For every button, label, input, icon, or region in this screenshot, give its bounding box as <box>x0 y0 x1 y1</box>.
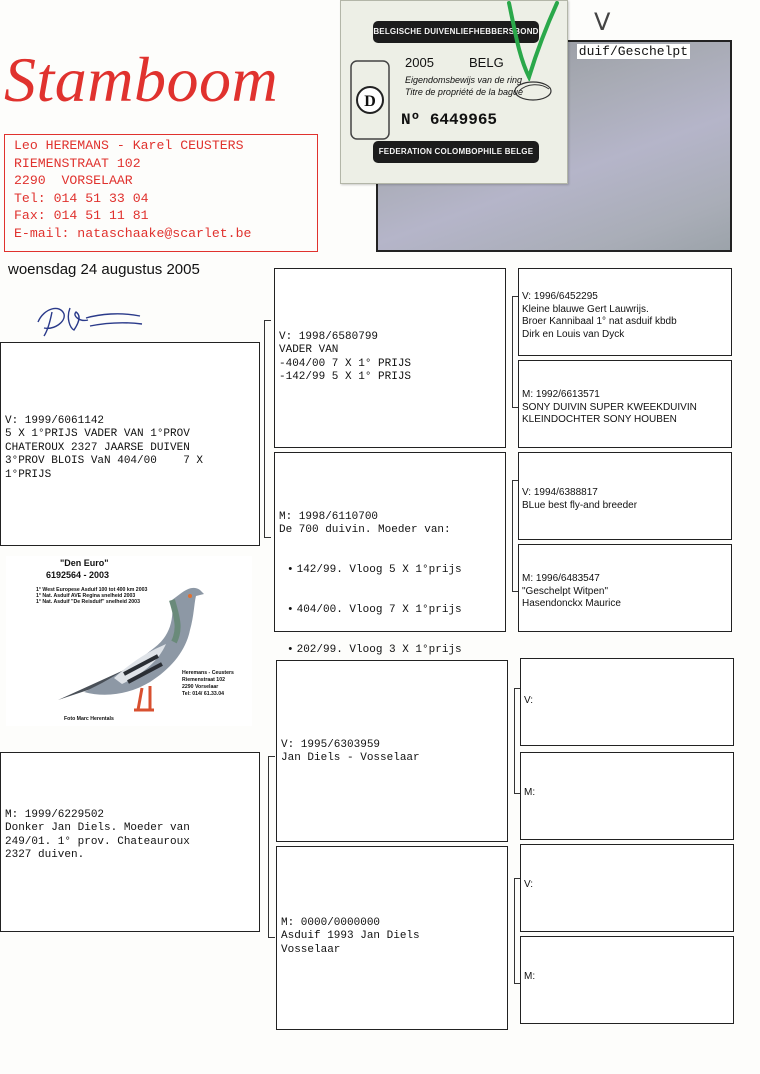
signature-icon <box>30 298 145 340</box>
gen3-3-text <box>522 487 637 512</box>
gen3-4-ring: M: 1996/6483547 <box>522 573 600 584</box>
ticket-logo-icon <box>347 55 393 145</box>
dam-dam-note-2: Vosselaar <box>281 943 341 956</box>
owner-phone: Tel: 014 51 33 04 <box>14 190 149 206</box>
sire-dam-result: • 142/99. Vloog 5 X 1°prijs <box>287 564 462 577</box>
pedigree-sire-box <box>0 342 260 546</box>
gen3-4-note-2: Hasendonckx Maurice <box>522 598 621 610</box>
pigeon-card-credit: Foto Marc Herentals <box>64 716 114 722</box>
owner-email: E-mail: nataschaake@scarlet.be <box>14 225 252 241</box>
dam-dam-note-1: Asduif 1993 Jan Diels <box>281 930 420 943</box>
gen3-5-text: V: <box>524 695 534 706</box>
pedigree-gen3-box-3 <box>518 452 732 540</box>
gen3-1-text <box>522 291 677 341</box>
sire-note-2: CHATEROUX 2327 JAARSE DUIVEN <box>5 441 190 454</box>
owner-info-box <box>4 134 318 252</box>
pedigree-gen3-box-7 <box>520 844 734 932</box>
gen3-4-note-1: "Geschelpt Witpen" <box>522 585 609 597</box>
owner-line-1: Leo HEREMANS - Karel CEUSTERS <box>14 138 244 153</box>
pigeon-image <box>54 560 214 722</box>
sire-dam-result: • 202/99. Vloog 3 X 1°prijs <box>287 644 462 657</box>
pigeon-card-owner-1: Heremans - Ceusters <box>182 670 234 676</box>
ticket-logo-letter: D <box>364 93 376 110</box>
sire-sire-ring: V: 1998/6580799 <box>279 331 379 343</box>
pedigree-sire-dam-box <box>274 452 506 657</box>
sire-sire-text <box>279 331 411 385</box>
pigeon-card-ring: 6192564 - 2003 <box>46 570 110 580</box>
pedigree-gen3-box-5 <box>520 658 734 746</box>
dam-dam-ring: M: 0000/0000000 <box>281 917 381 929</box>
ticket-caption-fr: Titre de propriété de la bague <box>405 87 523 97</box>
dam-note-3: 2327 duiven. <box>5 849 85 862</box>
gen3-8-text: M: <box>524 971 536 982</box>
dam-dam-text <box>281 917 420 957</box>
pigeon-card-name: "Den Euro" <box>60 558 109 568</box>
pedigree-gen3-box-1 <box>518 268 732 356</box>
ticket-year: 2005 <box>405 55 434 70</box>
sire-dam-note: De 700 duivin. Moeder van: <box>279 524 451 537</box>
print-date: woensdag 24 augustus 2005 <box>8 261 200 278</box>
pedigree-dam-dam-box <box>276 846 508 1030</box>
sire-dam-ring: M: 1998/6110700 <box>279 511 379 523</box>
sire-sire-note-2: -404/00 7 X 1° PRIJS <box>279 357 412 370</box>
owner-line-3: 2290 VORSELAAR <box>14 173 133 189</box>
sire-sire-note-3: -142/99 5 X 1° PRIJS <box>279 371 412 384</box>
dam-sire-ring: V: 1995/6303959 <box>281 739 381 751</box>
gen3-1-note-2: Broer Kannibaal 1° nat asduif kbdb <box>522 316 677 328</box>
ticket-bottom-banner: FEDERATION COLOMBOPHILE BELGE <box>373 141 539 163</box>
check-mark: V <box>594 8 611 36</box>
dam-note-1: Donker Jan Diels. Moeder van <box>5 822 190 835</box>
dam-sire-note: Jan Diels - Vosselaar <box>281 752 420 765</box>
gen3-7-text: V: <box>524 879 534 890</box>
gen3-1-ring: V: 1996/6452295 <box>522 291 598 302</box>
gen3-4-text <box>522 573 621 611</box>
pedigree-gen3-box-2 <box>518 360 732 448</box>
gen3-6-text: M: <box>524 787 536 798</box>
pedigree-dam-box <box>0 752 260 932</box>
ticket-number-value: 6449965 <box>429 111 498 129</box>
pigeon-card <box>6 556 252 726</box>
ticket-top-banner: BELGISCHE DUIVENLIEFHEBBERSBOND <box>373 21 539 43</box>
gen3-1-note-3: Dirk en Louis van Dyck <box>522 328 625 340</box>
sire-dam-result: • 404/00. Vloog 7 X 1°prijs <box>287 604 462 617</box>
owner-fax: Fax: 014 51 11 81 <box>14 208 149 224</box>
dam-text <box>5 809 190 863</box>
gen3-3-ring: V: 1994/6388817 <box>522 487 598 498</box>
sire-dam-text <box>279 511 451 538</box>
pigeon-card-result-1: 1° West Europese Asduif 100 tot 400 km 2003 <box>36 587 148 593</box>
pedigree-gen3-box-4 <box>518 544 732 632</box>
page-title: Stamboom <box>4 44 279 115</box>
pedigree-dam-sire-box <box>276 660 508 842</box>
sire-ring: V: 1999/6061142 <box>5 415 105 427</box>
gen3-2-note-1: SONY DUIVIN SUPER KWEEKDUIVIN <box>522 401 697 413</box>
gen3-3-note-1: BLue best fly-and breeder <box>522 499 638 511</box>
ticket-country: BELG <box>469 55 504 70</box>
dam-ring: M: 1999/6229502 <box>5 809 105 821</box>
sire-note-4: 1°PRIJS <box>5 468 52 481</box>
pigeon-card-owner-4: Tel: 014/ 61.33.04 <box>182 691 225 697</box>
pedigree-gen3-box-8 <box>520 936 734 1024</box>
photo-label: duif/Geschelpt <box>578 44 688 59</box>
gen3-1-note-1: Kleine blauwe Gert Lauwrijs. <box>522 303 649 315</box>
pedigree-gen3-box-6 <box>520 752 734 840</box>
pigeon-card-result-2: 1° Nat. Asduif AVE Regina snelheid 2003 <box>36 593 136 599</box>
gen3-2-text <box>522 389 697 427</box>
sire-text <box>5 415 203 482</box>
bracket-sire <box>264 320 271 538</box>
sire-note-1: 5 X 1°PRIJS VADER VAN 1°PROV <box>5 428 190 441</box>
dam-note-2: 249/01. 1° prov. Chateauroux <box>5 835 190 848</box>
bracket-dam <box>268 756 275 938</box>
pedigree-sire-sire-box <box>274 268 506 448</box>
sire-note-3: 3°PROV BLOIS VaN 404/00 7 X <box>5 455 204 468</box>
ring-ownership-ticket <box>340 0 568 184</box>
owner-line-2: RIEMENSTRAAT 102 <box>14 155 141 171</box>
ticket-ring-number <box>401 111 497 129</box>
pigeon-card-owner-3: 2290 Vorselaar <box>182 684 219 690</box>
ticket-number-prefix: Nº <box>401 111 421 129</box>
ticket-caption-nl: Eigendomsbewijs van de ring <box>405 75 523 85</box>
dam-sire-text <box>281 739 420 766</box>
pigeon-card-owner-2: Riemenstraat 102 <box>182 677 225 683</box>
pigeon-card-result-3: 1° Nat. Asduif "De Reisduif" snelheid 2003 <box>36 599 140 605</box>
gen3-2-ring: M: 1992/6613571 <box>522 389 600 400</box>
green-check-icon <box>501 1 561 81</box>
gen3-2-note-2: KLEINDOCHTER SONY HOUBEN <box>522 414 677 426</box>
sire-sire-note-1: VADER VAN <box>279 344 339 357</box>
